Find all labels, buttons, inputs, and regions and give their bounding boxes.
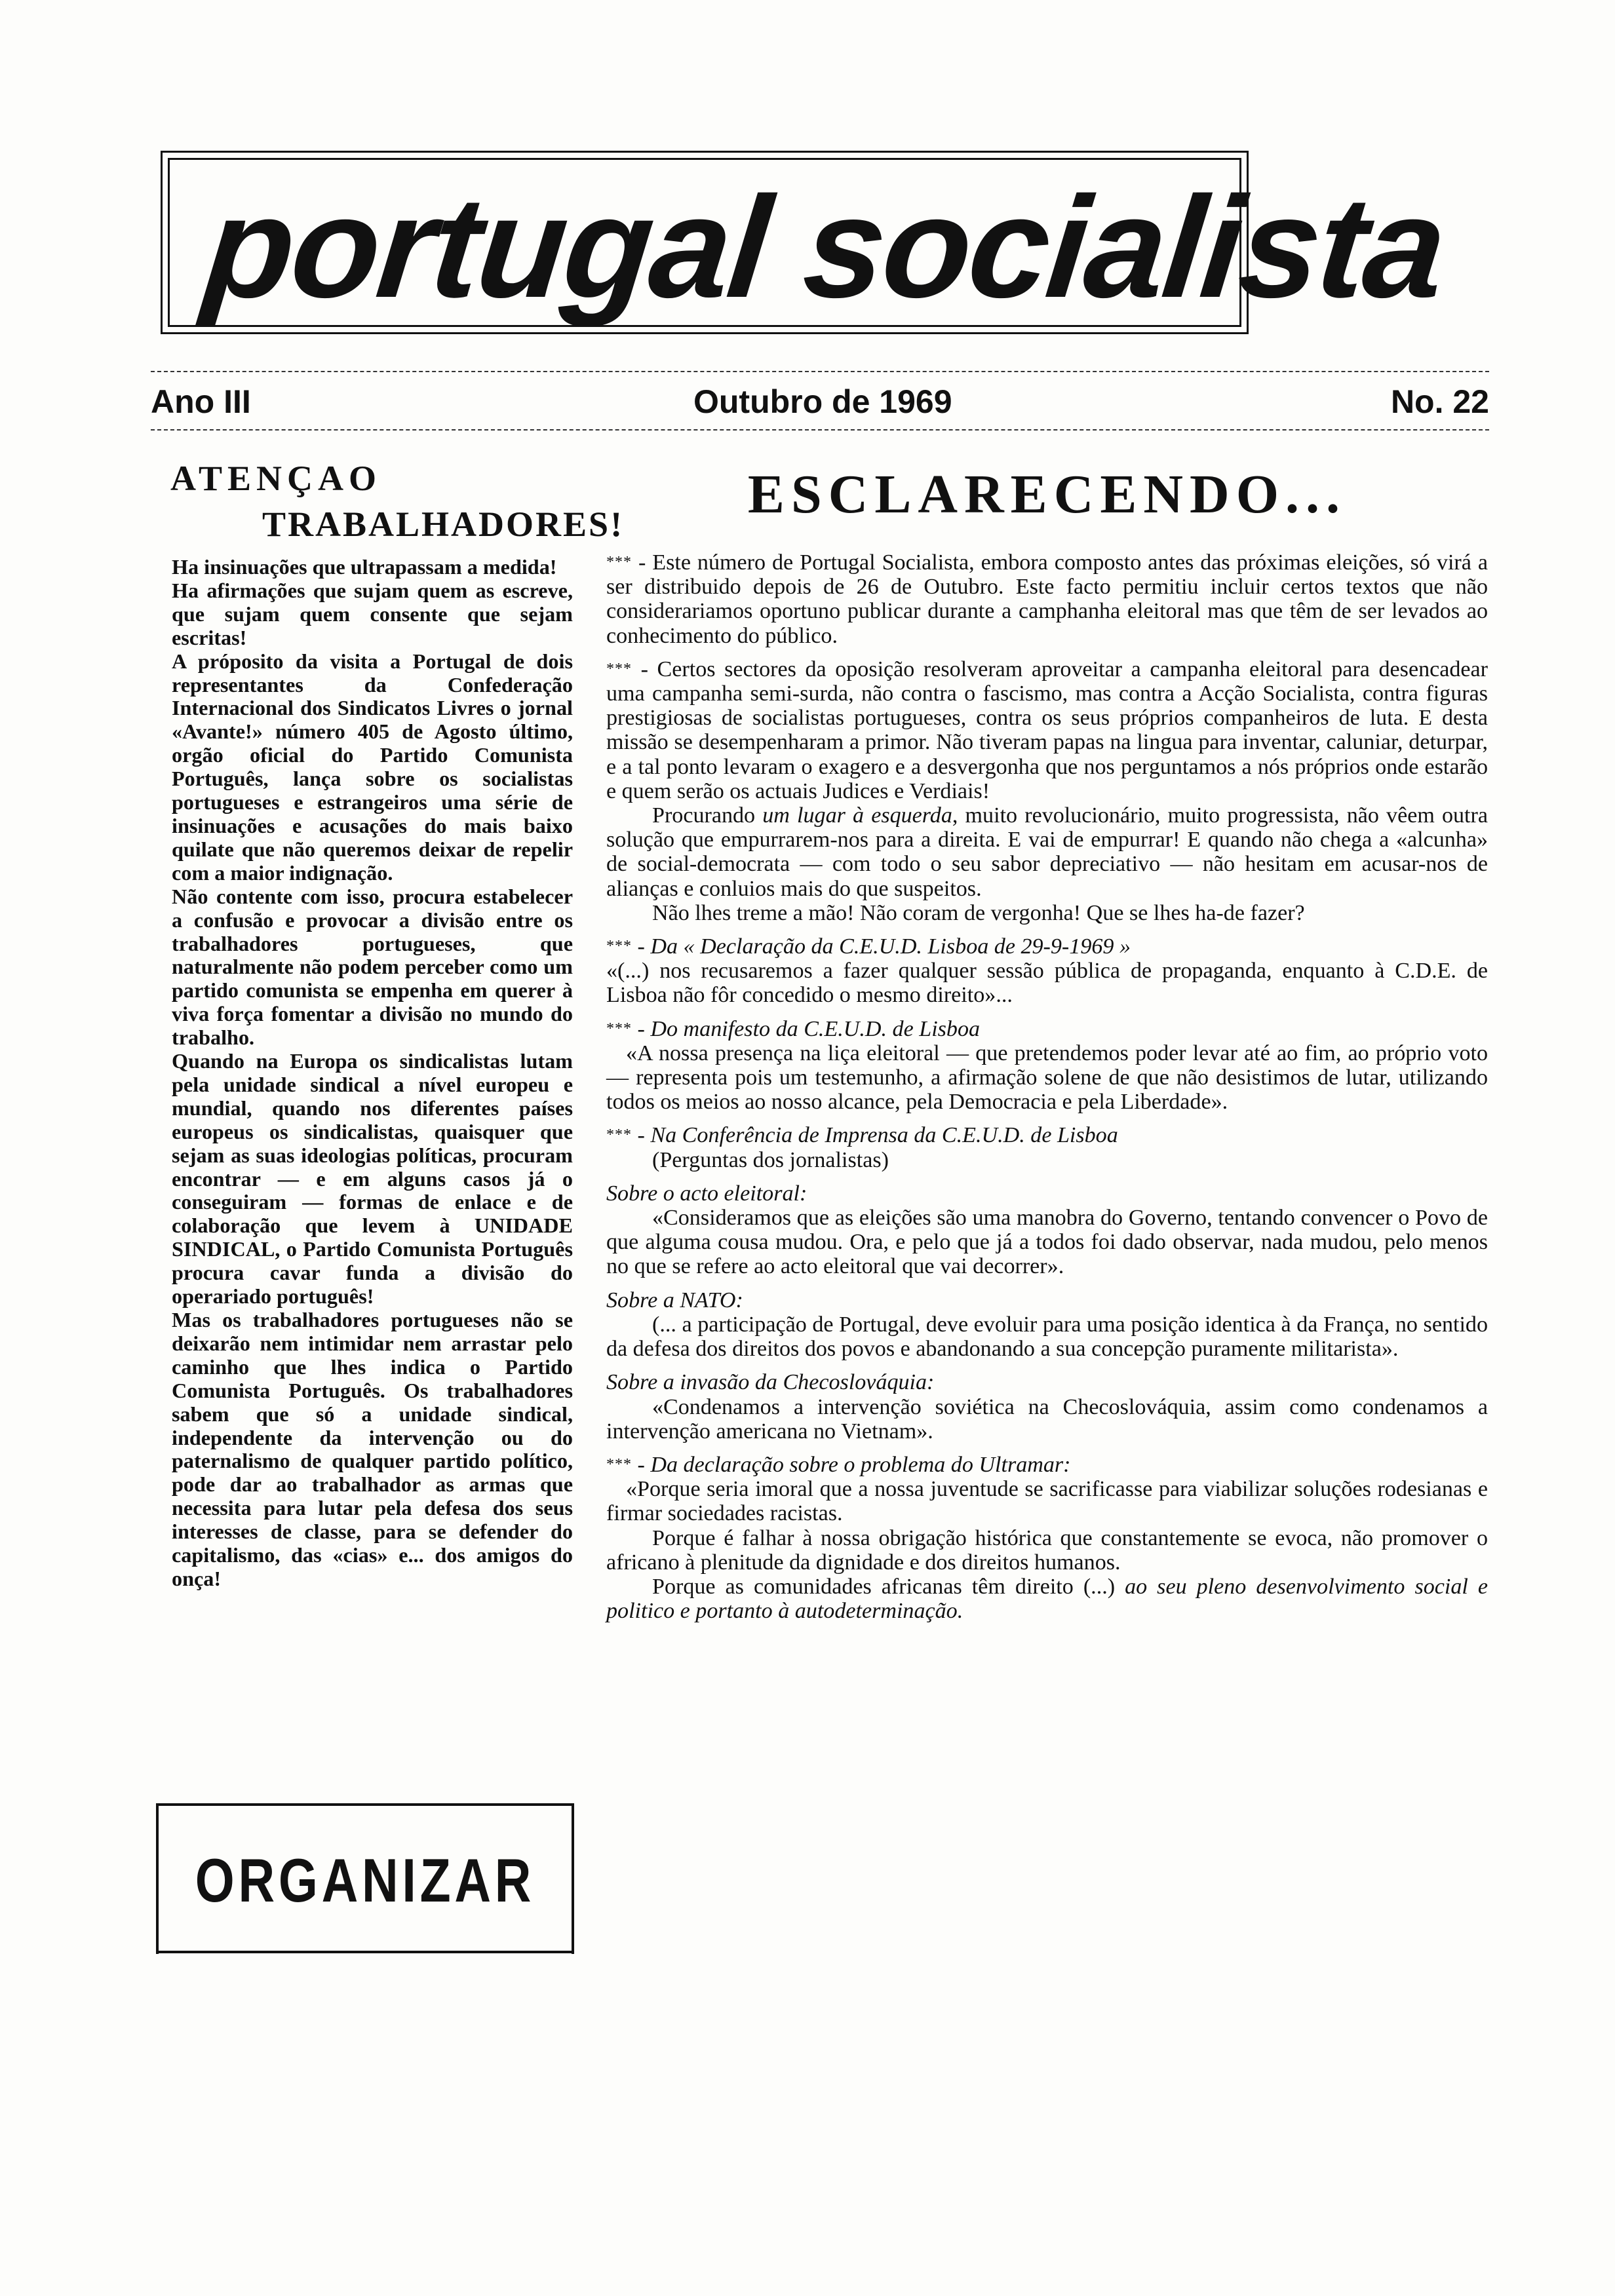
- left-paragraph: Quando na Europa os sindicalistas lutam pela unidade sindical a nível europeu e mundial, quando nos diferentes países europeus os sindicalistas, quaisquer que sejam as suas ideologias políticas, procuram encontrar — e em alguns casos já o conseguiram — formas de enlace e de colaboração que levem à UNIDADE SINDICAL, o Partido Comunista Português procura cavar funda a divisão do operariado português!: [172, 1049, 573, 1309]
- left-paragraph: Não contente com isso, procura estabelecer a confusão e provocar a divisão entre os trabalhadores portugueses, que naturalmente não podem perceber como um partido comunista se empenha em querer à viva força fomentar a divisão no mundo do trabalho.: [172, 884, 573, 1050]
- asterisk-marker: ***: [606, 1455, 632, 1473]
- question-2-body: (... a participação de Portugal, deve evoluir para uma posição identica à da França, no sentido da defesa dos direitos dos povos e abandonando a sua concepção puramente militarista».: [606, 1312, 1488, 1362]
- issue-number: No. 22: [1390, 383, 1489, 420]
- paragraph-1: *** - Este número de Portugal Socialista, embora composto antes das próximas eleições, só virá a ser distribuido depois de 26 de Outubro. Este facto permitiu incluir certos textos que não considerariamos oportuno publicar durante a camphanha eleitoral mas que têm de ser levados ao conhecimento do público.: [606, 550, 1488, 648]
- asterisk-marker: ***: [606, 1020, 632, 1037]
- right-article-heading: ESCLARECENDO...: [747, 464, 1347, 525]
- section-4-paragraph: Porque é falhar à nossa obrigação histórica que constantemente se evoca, não promover o africano à plenitude da dignidade e dos direitos humanos.: [606, 1525, 1488, 1575]
- left-paragraph: A próposito da visita a Portugal de dois representantes da Confederação Internacional dos Sindicatos Livres o jornal «Avante!» número 405 de Agosto último, orgão oficial do Partido Comunista Português, lança sobre os socialistas portugueses e estrangeiros uma série de insinuações e acusações do mais baixo quilate que não queremos deixar de repelir com a maior indignação.: [172, 649, 573, 885]
- paragraph-2: *** - Certos sectores da oposição resolveram aproveitar a campanha eleitoral para desencadear uma campanha semi-surda, não contra o fascismo, mas contra a Acção Socialista, contra figuras prestigiosas de socialistas portugueses, contra os seus próprios companheiros de luta. E desta missão se desempenharam a primor. Não tiveram papas na lingua para inventar, caluniar, deturpar, e a tal ponto levaram o exagero e a desvergonha que nos perguntamos a nós próprios onde estarão e quem serão os actuais Judices e Verdiais!: [606, 657, 1488, 803]
- paragraph-3: Procurando um lugar à esquerda, muito revolucionário, muito progressista, não vêem outra solução que empurrarem-nos para a direita. E vai de empurrar! E quando não chega a «alcunha» de social-democrata — com todo o seu sabor depreciativo — não hesitam em acusar-nos de alianças e conluios mais do que suspeitos.: [606, 803, 1489, 901]
- left-heading-line1: ATENÇAO: [170, 459, 382, 498]
- left-article-body: [172, 556, 573, 1591]
- section-4-paragraph: «Porque seria imoral que a nossa juventude se sacrificasse para viabilizar soluções rodesianas e firmar sociedades racistas.: [606, 1477, 1488, 1526]
- section-1-title: *** - Da « Declaração da C.E.U.D. Lisboa de 29-9-1969 »: [606, 934, 1131, 959]
- dateline-rule-bottom: [151, 429, 1489, 430]
- asterisk-marker: ***: [606, 1126, 632, 1144]
- section-4-title: *** - Da declaração sobre o problema do Ultramar:: [606, 1452, 1071, 1477]
- dateline: [151, 379, 1489, 425]
- organizar-rule-bottom: [156, 1951, 574, 1953]
- question-3-title: Sobre a invasão da Checoslováquia:: [606, 1370, 935, 1395]
- paragraph-4: Não lhes treme a mão! Não coram de vergonha! Que se lhes ha-de fazer?: [652, 900, 1305, 925]
- question-2-title: Sobre a NATO:: [606, 1288, 743, 1312]
- left-paragraph: Ha afirmações que sujam quem as escreve, que sujam quem consente que sejam escritas!: [172, 578, 573, 649]
- dateline-rule-top: [151, 371, 1489, 372]
- left-heading-line2: TRABALHADORES!: [262, 505, 625, 544]
- organizar-rule-top: [156, 1803, 574, 1806]
- question-1-body: «Consideramos que as eleições são uma manobra do Governo, tentando convencer o Povo de que alguma cousa mudou. Ora, e pelo que já a todos foi dado observar, nada mudou, pelo menos no que se refere ao acto eleitoral que vai decorrer».: [606, 1206, 1488, 1279]
- left-paragraph: Mas os trabalhadores portugueses não se deixarão nem intimidar nem arrastar pelo caminho que lhes indica o Partido Comunista Português. Os trabalhadores sabem que só a unidade sindical, independente da intervenção ou do paternalismo de qualquer partido político, pode dar ao trabalhador as armas que necessita para lutar pela defesa dos seus interesses de classe, para se defender do capitalismo, das «cias» e... dos amigos do onça!: [172, 1308, 573, 1590]
- section-3-subtitle: (Perguntas dos jornalistas): [652, 1147, 889, 1172]
- asterisk-marker: ***: [606, 938, 632, 955]
- section-2-body: «A nossa presença na liça eleitoral — que pretendemos poder levar até ao fim, ao próprio voto — representa pois um testemunho, a afirmação solene de que não desistimos de lutar, utilizando todos os meios ao nosso alcance, pela Democracia e pela Liberdade».: [606, 1041, 1488, 1115]
- masthead-title: portugal socialista: [198, 166, 1452, 328]
- section-3-title: *** - Na Conferência de Imprensa da C.E.U.D. de Lisboa: [606, 1123, 1118, 1148]
- issue-date: Outubro de 1969: [693, 383, 952, 420]
- section-1-body: «(...) nos recusaremos a fazer qualquer sessão pública de propaganda, enquanto à C.D.E. de Lisboa não fôr concedido o mesmo direito»...: [606, 959, 1488, 1008]
- right-article-body: [606, 550, 1488, 1623]
- left-paragraph: Ha insinuações que ultrapassam a medida!: [172, 555, 557, 579]
- section-4-paragraph: Porque as comunidades africanas têm direito (...) ao seu pleno desenvolvimento social e politico e portanto à autodeterminação.: [606, 1574, 1488, 1624]
- issue-year: Ano III: [151, 383, 251, 420]
- asterisk-marker: ***: [606, 554, 632, 571]
- left-article-heading: [170, 455, 625, 547]
- organizar-label: ORGANIZAR: [195, 1846, 535, 1915]
- question-1-title: Sobre o acto eleitoral:: [606, 1181, 808, 1206]
- section-2-title: *** - Do manifesto da C.E.U.D. de Lisboa: [606, 1016, 981, 1041]
- question-3-body: «Condenamos a intervenção soviética na Checoslováquia, assim como condenamos a intervenção americana no Vietnam».: [606, 1394, 1488, 1444]
- asterisk-marker: ***: [606, 660, 632, 678]
